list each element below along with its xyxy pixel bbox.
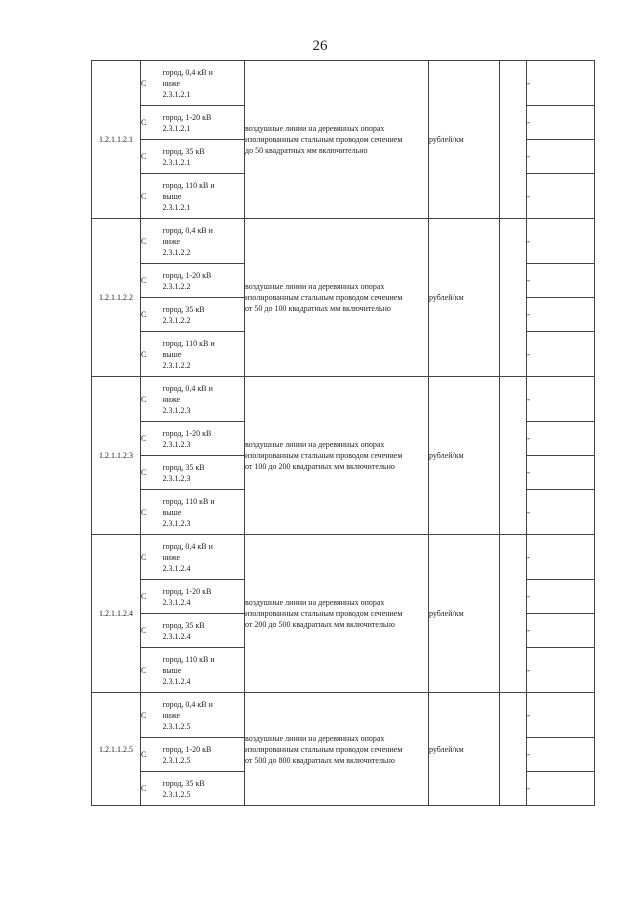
value-cell: - bbox=[527, 264, 595, 298]
voltage-line: 2.3.1.2.3 bbox=[162, 473, 191, 483]
table-row bbox=[92, 61, 595, 106]
voltage-line: 2.3.1.2.3 bbox=[162, 405, 191, 415]
voltage-cell bbox=[163, 456, 245, 490]
description-line: от 500 до 800 квадратных мм включительно bbox=[245, 755, 395, 765]
description-line: от 50 до 100 квадратных мм включительно bbox=[245, 304, 391, 313]
table-row bbox=[92, 693, 595, 738]
voltage-line: выше bbox=[162, 349, 182, 359]
voltage-line: 2.3.1.2.2 bbox=[162, 360, 191, 370]
value-cell: - bbox=[527, 535, 595, 580]
voltage-cell bbox=[163, 772, 245, 806]
category-letter: С bbox=[141, 738, 163, 772]
voltage-line: город, 1-20 кВ bbox=[162, 270, 212, 280]
category-letter: С bbox=[141, 614, 163, 648]
voltage-line: город, 35 кВ bbox=[162, 462, 205, 472]
category-letter: С bbox=[141, 332, 163, 377]
description-line: воздушные линии на деревянных опорах bbox=[245, 124, 385, 133]
category-letter: С bbox=[141, 61, 163, 106]
unit-cell: рублей/км bbox=[429, 61, 500, 219]
voltage-line: 2.3.1.2.2 bbox=[162, 247, 191, 257]
value-cell: - bbox=[527, 140, 595, 174]
value-cell: - bbox=[527, 106, 595, 140]
voltage-line: город, 110 кВ и bbox=[162, 496, 215, 506]
category-letter: С bbox=[141, 490, 163, 535]
value-cell: - bbox=[527, 332, 595, 377]
table-row bbox=[92, 219, 595, 264]
voltage-line: выше bbox=[162, 665, 182, 675]
unit-cell: рублей/км bbox=[429, 377, 500, 535]
value-cell: - bbox=[527, 422, 595, 456]
voltage-line: город, 1-20 кВ bbox=[162, 112, 212, 122]
description-line: от 100 до 200 квадратных мм включительно bbox=[245, 462, 395, 471]
description-line: воздушные линии на деревянных опорах bbox=[245, 598, 385, 607]
value-cell: - bbox=[527, 614, 595, 648]
voltage-line: город, 0,4 кВ и bbox=[162, 67, 213, 77]
value-cell: - bbox=[527, 61, 595, 106]
description-line: изолированным стальным проводом сечением bbox=[245, 609, 403, 618]
category-letter: С bbox=[141, 174, 163, 219]
voltage-cell bbox=[163, 219, 245, 264]
line-description bbox=[245, 377, 429, 535]
voltage-line: 2.3.1.2.4 bbox=[162, 631, 191, 641]
unit-cell: рублей/км bbox=[429, 693, 500, 806]
description-line: воздушные линии на деревянных опорах bbox=[245, 440, 385, 449]
voltage-line: город, 35 кВ bbox=[162, 304, 205, 314]
category-letter: С bbox=[141, 377, 163, 422]
unit-cell: рублей/км bbox=[429, 535, 500, 693]
table-row bbox=[92, 535, 595, 580]
line-description bbox=[245, 693, 429, 806]
category-letter: С bbox=[141, 219, 163, 264]
value-cell: - bbox=[527, 693, 595, 738]
row-code: 1.2.1.1.2.2 bbox=[92, 219, 141, 377]
row-code: 1.2.1.1.2.4 bbox=[92, 535, 141, 693]
voltage-line: ниже bbox=[162, 710, 181, 720]
voltage-cell bbox=[163, 106, 245, 140]
category-letter: С bbox=[141, 422, 163, 456]
voltage-line: город, 35 кВ bbox=[162, 778, 205, 788]
voltage-cell bbox=[163, 614, 245, 648]
voltage-line: 2.3.1.2.3 bbox=[162, 439, 191, 449]
line-description bbox=[245, 535, 429, 693]
voltage-line: 2.3.1.2.1 bbox=[162, 157, 191, 167]
voltage-line: 2.3.1.2.1 bbox=[162, 89, 191, 99]
voltage-line: выше bbox=[162, 507, 182, 517]
category-letter: С bbox=[141, 140, 163, 174]
voltage-line: город, 35 кВ bbox=[162, 146, 205, 156]
row-code: 1.2.1.1.2.5 bbox=[92, 693, 141, 806]
table-row bbox=[92, 377, 595, 422]
voltage-line: 2.3.1.2.1 bbox=[162, 202, 191, 212]
value-cell: - bbox=[527, 772, 595, 806]
tariff-table bbox=[91, 60, 595, 806]
voltage-line: 2.3.1.2.2 bbox=[162, 281, 191, 291]
voltage-cell bbox=[163, 264, 245, 298]
category-letter: С bbox=[141, 648, 163, 693]
category-letter: С bbox=[141, 535, 163, 580]
voltage-line: 2.3.1.2.5 bbox=[162, 755, 191, 765]
empty-cell bbox=[500, 61, 527, 219]
voltage-cell bbox=[163, 490, 245, 535]
description-line: воздушные линии на деревянных опорах bbox=[245, 282, 385, 291]
voltage-cell bbox=[163, 140, 245, 174]
voltage-line: город, 35 кВ bbox=[162, 620, 205, 630]
voltage-line: город, 0,4 кВ и bbox=[162, 383, 213, 393]
voltage-line: город, 1-20 кВ bbox=[162, 428, 212, 438]
description-line: изолированным стальным проводом сечением bbox=[245, 293, 403, 302]
voltage-line: город, 110 кВ и bbox=[162, 654, 215, 664]
category-letter: С bbox=[141, 106, 163, 140]
voltage-line: 2.3.1.2.1 bbox=[162, 123, 191, 133]
page-number: 26 bbox=[312, 38, 328, 54]
voltage-line: 2.3.1.2.4 bbox=[162, 597, 191, 607]
voltage-line: 2.3.1.2.5 bbox=[162, 721, 191, 731]
voltage-cell bbox=[163, 648, 245, 693]
value-cell: - bbox=[527, 490, 595, 535]
description-line: до 50 квадратных мм включительно bbox=[245, 146, 368, 155]
empty-cell bbox=[500, 693, 527, 806]
unit-cell: рублей/км bbox=[429, 219, 500, 377]
voltage-line: 2.3.1.2.4 bbox=[162, 563, 191, 573]
row-code: 1.2.1.1.2.3 bbox=[92, 377, 141, 535]
description-line: воздушные линии на деревянных опорах bbox=[245, 733, 385, 743]
voltage-line: город, 0,4 кВ и bbox=[162, 699, 213, 709]
value-cell: - bbox=[527, 648, 595, 693]
category-letter: С bbox=[141, 693, 163, 738]
value-cell: - bbox=[527, 738, 595, 772]
voltage-cell bbox=[163, 61, 245, 106]
voltage-cell bbox=[163, 738, 245, 772]
voltage-cell bbox=[163, 377, 245, 422]
description-line: изолированным стальным проводом сечением bbox=[245, 744, 403, 754]
voltage-cell bbox=[163, 174, 245, 219]
empty-cell bbox=[500, 535, 527, 693]
voltage-cell bbox=[163, 422, 245, 456]
voltage-line: 2.3.1.2.2 bbox=[162, 315, 191, 325]
category-letter: С bbox=[141, 456, 163, 490]
voltage-line: город, 0,4 кВ и bbox=[162, 541, 213, 551]
voltage-line: ниже bbox=[162, 236, 181, 246]
description-line: изолированным стальным проводом сечением bbox=[245, 135, 403, 144]
voltage-line: город, 1-20 кВ bbox=[162, 586, 212, 596]
empty-cell bbox=[500, 219, 527, 377]
voltage-cell bbox=[163, 693, 245, 738]
empty-cell bbox=[500, 377, 527, 535]
line-description bbox=[245, 61, 429, 219]
voltage-line: 2.3.1.2.5 bbox=[162, 789, 191, 799]
voltage-line: ниже bbox=[162, 552, 181, 562]
voltage-line: 2.3.1.2.4 bbox=[162, 676, 191, 686]
category-letter: С bbox=[141, 264, 163, 298]
voltage-line: выше bbox=[162, 191, 182, 201]
voltage-cell bbox=[163, 298, 245, 332]
voltage-line: 2.3.1.2.3 bbox=[162, 518, 191, 528]
category-letter: С bbox=[141, 298, 163, 332]
category-letter: С bbox=[141, 580, 163, 614]
voltage-cell bbox=[163, 535, 245, 580]
category-letter: С bbox=[141, 772, 163, 806]
voltage-line: город, 0,4 кВ и bbox=[162, 225, 213, 235]
value-cell: - bbox=[527, 219, 595, 264]
voltage-line: город, 110 кВ и bbox=[162, 180, 215, 190]
line-description bbox=[245, 219, 429, 377]
row-code: 1.2.1.1.2.1 bbox=[92, 61, 141, 219]
voltage-cell bbox=[163, 332, 245, 377]
voltage-line: ниже bbox=[162, 394, 181, 404]
value-cell: - bbox=[527, 298, 595, 332]
value-cell: - bbox=[527, 456, 595, 490]
description-line: изолированным стальным проводом сечением bbox=[245, 451, 403, 460]
voltage-line: город, 1-20 кВ bbox=[162, 744, 212, 754]
voltage-line: ниже bbox=[162, 78, 181, 88]
voltage-cell bbox=[163, 580, 245, 614]
voltage-line: город, 110 кВ и bbox=[162, 338, 215, 348]
value-cell: - bbox=[527, 174, 595, 219]
description-line: от 200 до 500 квадратных мм включительно bbox=[245, 620, 395, 629]
value-cell: - bbox=[527, 580, 595, 614]
value-cell: - bbox=[527, 377, 595, 422]
